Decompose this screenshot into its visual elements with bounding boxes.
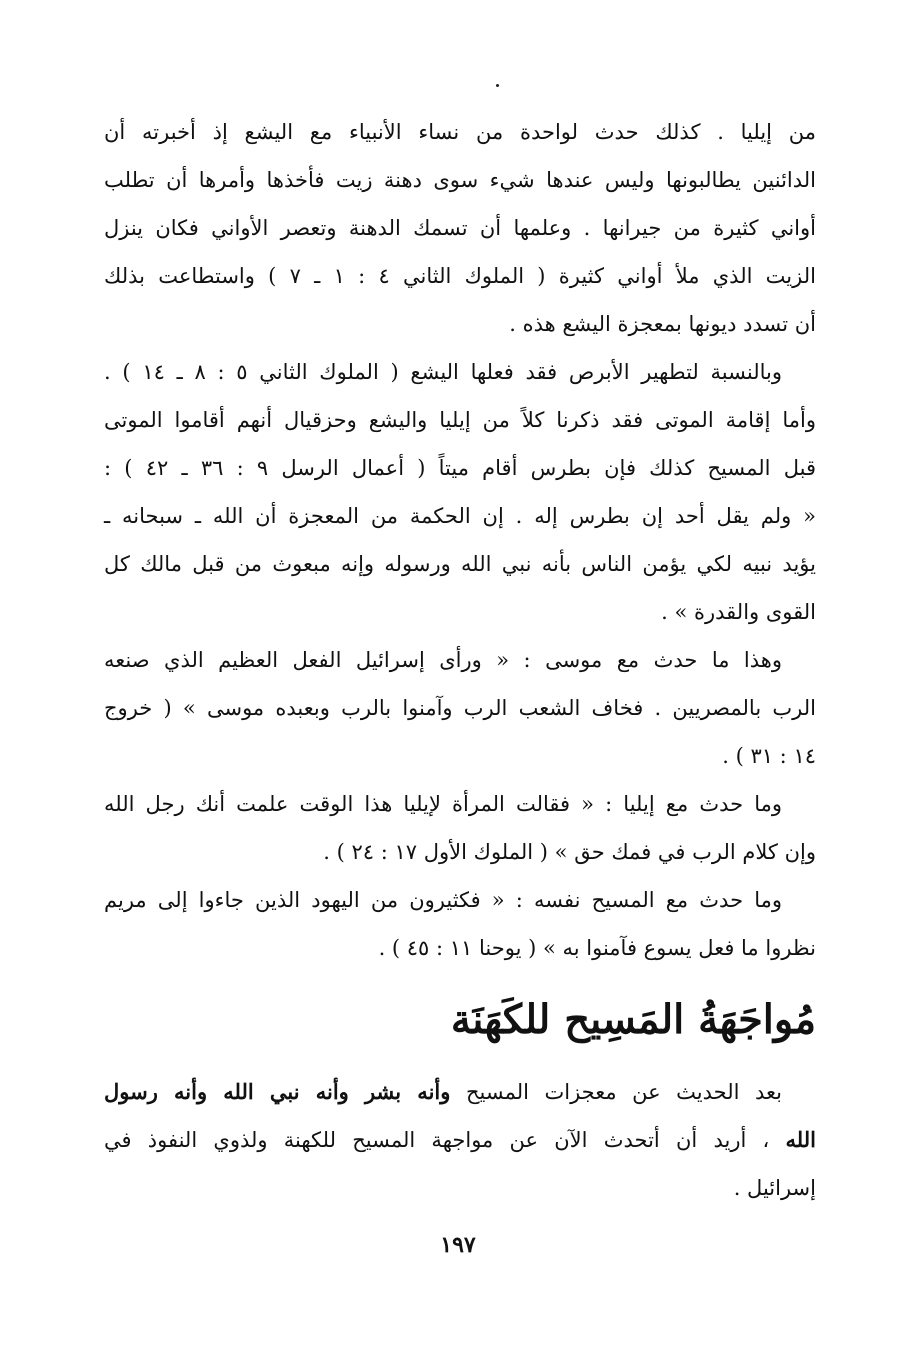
text-line: الدائنين يطالبونها وليس عندها شيء سوى دهنة زيت فأخذها وأمرها أن تطلب	[104, 168, 816, 192]
text-line: الزيت الذي ملأ أواني كثيرة ( الملوك الثاني ٤ : ١ ـ ٧ ) واستطاعت بذلك	[104, 264, 816, 288]
paragraph-4	[104, 780, 816, 876]
text-line: من إيليا . كذلك حدث لواحدة من نساء الأنبياء مع اليشع إذ أخبرته أن	[104, 120, 816, 144]
text-span: ، أريد أن أتحدث الآن عن مواجهة المسيح للكهنة ولذوي النفوذ في	[104, 1128, 770, 1152]
text-line: وبالنسبة لتطهير الأبرص فقد فعلها اليشع ( الملوك الثاني ٥ : ٨ ـ ١٤ ) .	[104, 360, 782, 384]
text-line: وإن كلام الرب في فمك حق » ( الملوك الأول ١٧ : ٢٤ ) .	[323, 840, 816, 864]
paragraph-2	[104, 348, 816, 636]
section-heading: مُواجَهَةُ المَسِيح للكَهَنَة	[450, 996, 816, 1043]
text-line: أن تسدد ديونها بمعجزة اليشع هذه .	[509, 312, 816, 336]
text-line: وهذا ما حدث مع موسى : « ورأى إسرائيل الفعل العظيم الذي صنعه	[104, 648, 782, 672]
page-number: ١٩٧	[440, 1232, 476, 1258]
text-line: إسرائيل .	[733, 1176, 816, 1200]
bold-text-span: الله	[785, 1127, 816, 1152]
text-line: أواني كثيرة من جيرانها . وعلمها أن تسمك الدهنة وتعصر الأواني فكان ينزل	[104, 216, 816, 240]
text-line: يؤيد نبيه لكي يؤمن الناس بأنه نبي الله ورسوله وإنه مبعوث من قبل مالك كل	[104, 552, 816, 576]
text-span: بعد الحديث عن معجزات المسيح	[465, 1080, 782, 1104]
text-line: وما حدث مع المسيح نفسه : « فكثيرون من اليهود الذين جاءوا إلى مريم	[104, 888, 782, 912]
text-line: ١٤ : ٣١ ) .	[722, 744, 816, 768]
text-line: وأما إقامة الموتى فقد ذكرنا كلاً من إيليا واليشع وحزقيال أنهم أقاموا الموتى	[104, 408, 816, 432]
text-line: القوى والقدرة » .	[661, 600, 816, 624]
paragraph-final	[104, 1068, 816, 1212]
paragraph-3	[104, 636, 816, 780]
paragraph-5	[104, 876, 816, 972]
text-line: « ولم يقل أحد إن بطرس إله . إن الحكمة من المعجزة أن الله ـ سبحانه ـ	[104, 504, 816, 528]
paragraph-1	[104, 108, 816, 348]
ink-dot	[496, 84, 499, 87]
text-line: نظروا ما فعل يسوع فآمنوا به » ( يوحنا ١١ : ٤٥ ) .	[378, 936, 816, 960]
page-body	[104, 108, 816, 1212]
section-heading-container	[104, 986, 816, 1054]
text-line: الرب بالمصريين . فخاف الشعب الرب وآمنوا بالرب وبعبده موسى » ( خروج	[104, 696, 816, 720]
bold-text-span: وأنه بشر وأنه نبي الله وأنه رسول	[104, 1079, 451, 1104]
text-line: وما حدث مع إيليا : « فقالت المرأة لإيليا هذا الوقت علمت أنك رجل الله	[104, 792, 782, 816]
text-line	[104, 1068, 816, 1116]
text-line	[104, 1116, 816, 1164]
text-line: قبل المسيح كذلك فإن بطرس أقام ميتاً ( أعمال الرسل ٩ : ٣٦ ـ ٤٢ ) :	[104, 456, 816, 480]
